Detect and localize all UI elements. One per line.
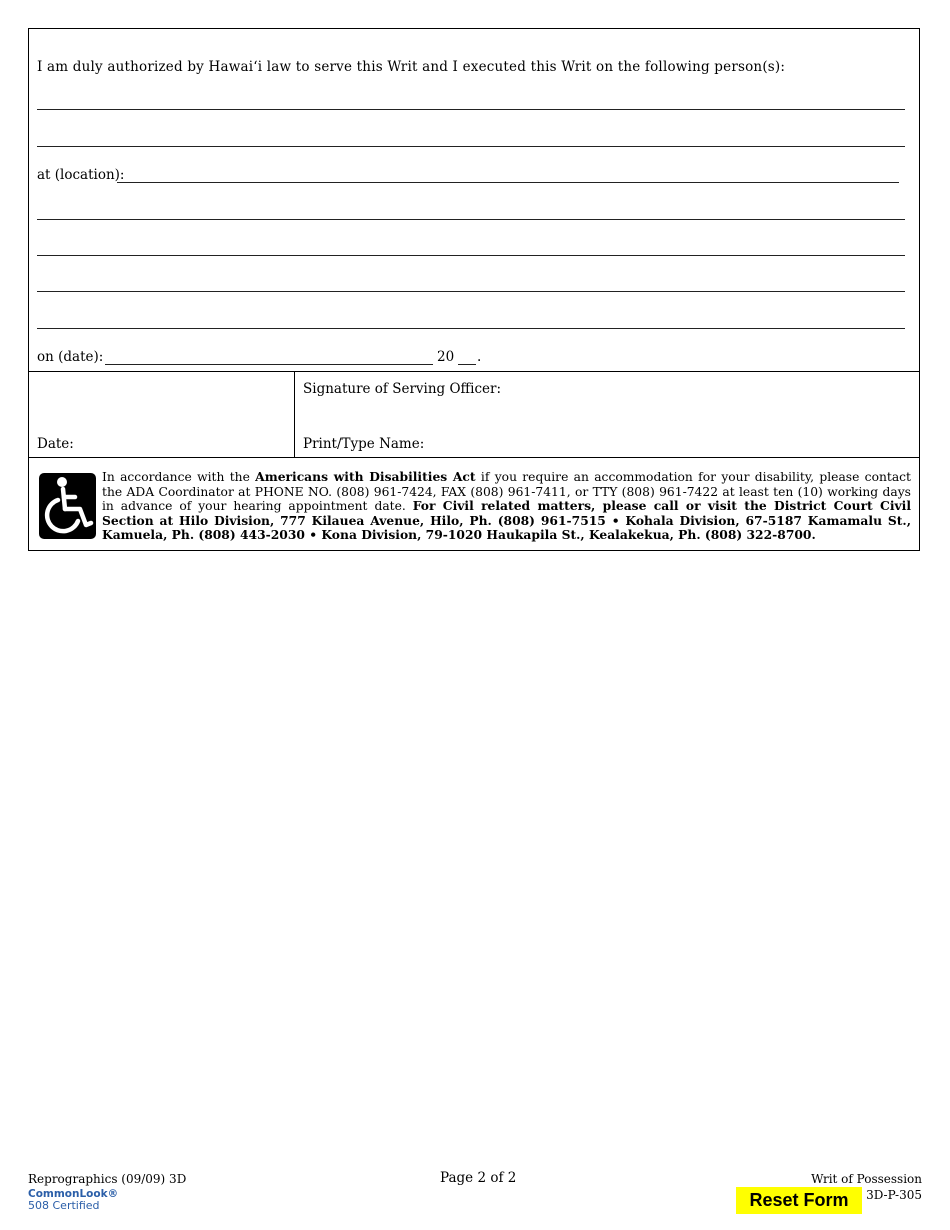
reset-form-button[interactable]: Reset Form <box>736 1187 862 1214</box>
service-details-section <box>29 29 919 372</box>
location-line-4[interactable] <box>37 290 905 292</box>
ada-civil-contacts: For Civil related matters, please call or visit the District Court Civil Section at Hilo Division, 777 Kilauea Avenue, Hilo, Ph. (808) 961-7515 • Kohala Division, 67-5187 Kamamalu St., Kamuela, Ph. (808) 443-2030 • Kona Division, 79-1020 Haukapila St., Kealakekua, Ph. (808) 322-8700. <box>102 498 911 543</box>
signature-section <box>29 372 919 458</box>
date-field-label: Date: <box>37 436 74 452</box>
location-line-5[interactable] <box>37 327 905 329</box>
year-line[interactable] <box>458 364 476 365</box>
location-line[interactable] <box>117 182 899 183</box>
writ-service-form <box>28 28 920 551</box>
location-line-3[interactable] <box>37 254 905 256</box>
commonlook-name: CommonLook® <box>28 1188 119 1200</box>
ada-text-body: if you require an accommodation for your disability, please contact the ADA Coordinator at PHONE NO. (808) 961-7424, FAX (808) 961-7411, or TTY (808) 961-7422 at least ten (10) working days in advance of your hearing appointment date. <box>102 470 911 514</box>
footer-form-code: 3D-P-305 <box>866 1188 922 1202</box>
ada-text-intro: In accordance with the <box>102 470 256 484</box>
location-line-2[interactable] <box>37 218 905 220</box>
signature-label: Signature of Serving Officer: <box>303 381 502 397</box>
footer-form-title: Writ of Possession <box>811 1172 922 1186</box>
print-name-label: Print/Type Name: <box>303 436 425 452</box>
on-date-line[interactable] <box>105 364 433 365</box>
commonlook-certification: 508 Certified <box>28 1199 100 1212</box>
ada-notice-section <box>29 458 919 550</box>
person-line-1[interactable] <box>37 108 905 110</box>
location-label: at (location): <box>37 167 125 183</box>
wheelchair-accessibility-icon <box>39 473 96 539</box>
commonlook-logo <box>28 1188 118 1212</box>
date-period: . <box>477 349 482 365</box>
year-prefix: 20 <box>437 349 455 365</box>
ada-act-name: Americans with Disabilities Act <box>255 469 476 484</box>
signature-divider <box>294 372 295 457</box>
page-number: Page 2 of 2 <box>440 1170 517 1186</box>
ada-notice-text <box>102 470 911 543</box>
footer-reprographics: Reprographics (09/09) 3D <box>28 1172 187 1186</box>
authorization-statement: I am duly authorized by Hawai‘i law to serve this Writ and I executed this Writ on the following person(s): <box>37 59 786 75</box>
on-date-label: on (date): <box>37 349 104 365</box>
person-line-2[interactable] <box>37 145 905 147</box>
